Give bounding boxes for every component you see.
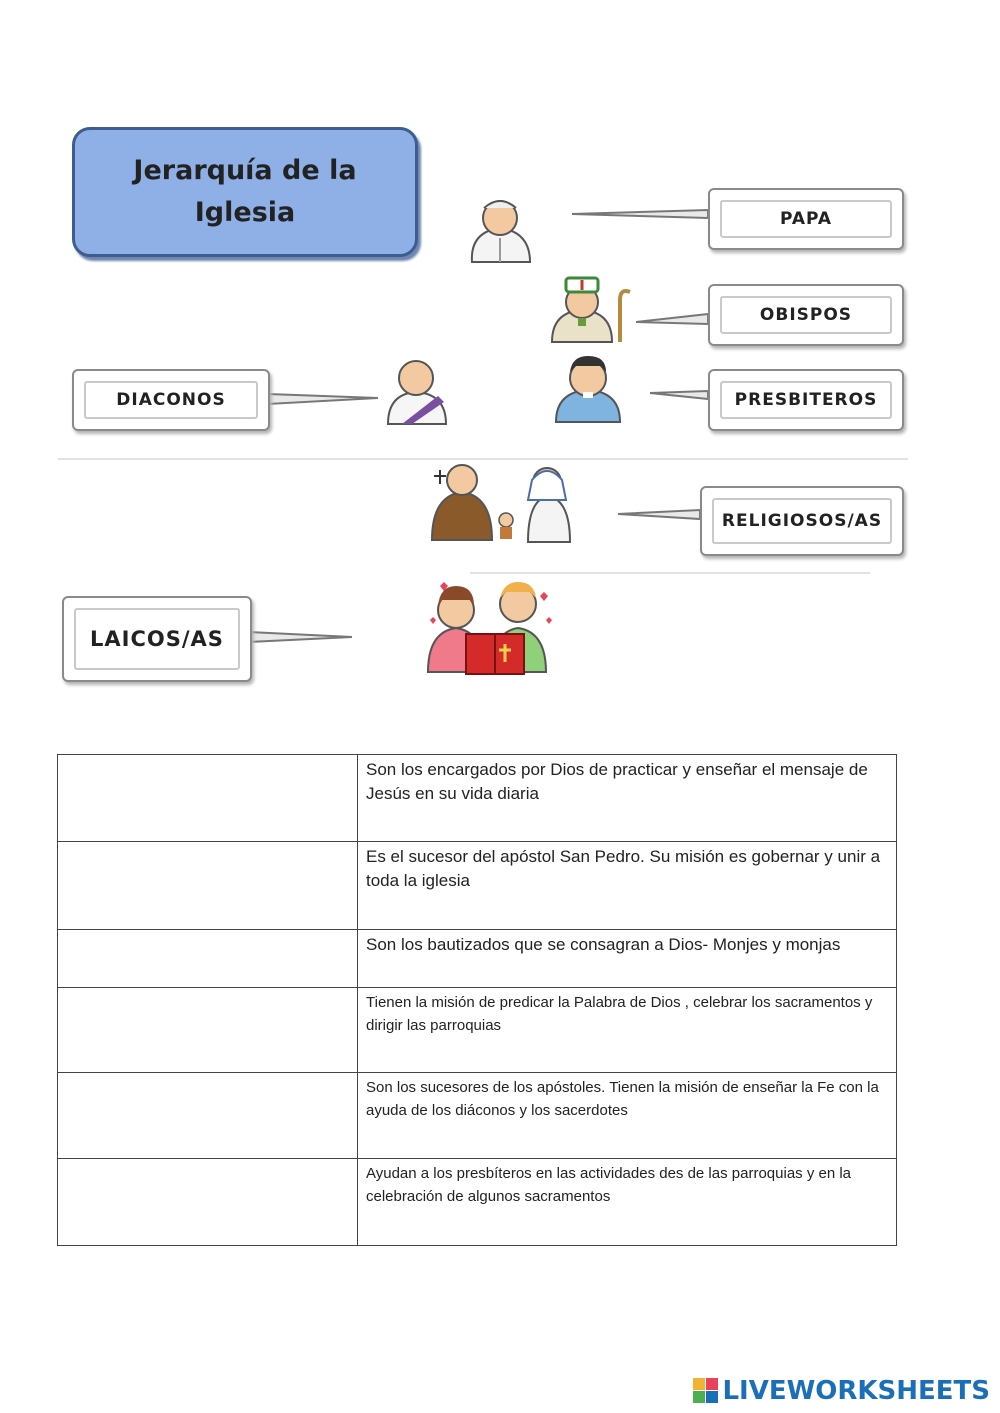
table-row: [58, 1073, 897, 1159]
answer-cell[interactable]: [58, 1159, 358, 1246]
brand-text: LIVEWORKSHEETS: [722, 1376, 990, 1406]
answer-cell[interactable]: [58, 755, 358, 842]
deacon-figure: [388, 361, 446, 424]
label-box-laicos: [62, 596, 252, 682]
answer-cell[interactable]: [58, 988, 358, 1073]
label-religiosos: RELIGIOSOS/AS: [712, 498, 892, 544]
definition-cell: Son los sucesores de los apóstoles. Tienen la misión de enseñar la Fe con la ayuda de los diáconos y los sacerdotes: [358, 1073, 897, 1159]
label-diaconos: DIACONOS: [84, 381, 258, 419]
definition-cell: Son los encargados por Dios de practicar y enseñar el mensaje de Jesús en su vida diaria: [358, 755, 897, 842]
table-row: [58, 988, 897, 1073]
answer-cell[interactable]: [58, 842, 358, 930]
label-box-religiosos: [700, 486, 904, 556]
religious-figures: [432, 465, 570, 542]
label-box-diaconos: [72, 369, 270, 431]
answer-cell[interactable]: [58, 1073, 358, 1159]
label-presbiteros: PRESBITEROS: [720, 381, 892, 419]
definition-cell: Tienen la misión de predicar la Palabra de Dios , celebrar los sacramentos y dirigir las parroquias: [358, 988, 897, 1073]
table-row: [58, 755, 897, 842]
bishop-figure: [552, 278, 630, 342]
table-row: [58, 842, 897, 930]
table-row: [58, 930, 897, 988]
label-laicos: LAICOS/AS: [74, 608, 240, 670]
matching-table: [57, 754, 897, 1246]
definition-cell: Son los bautizados que se consagran a Dios- Monjes y monjas: [358, 930, 897, 988]
diagram-title: Jerarquía de la Iglesia: [133, 155, 357, 228]
laity-figures: [428, 582, 552, 674]
definition-cell: Es el sucesor del apóstol San Pedro. Su misión es gobernar y unir a toda la iglesia: [358, 842, 897, 930]
label-box-papa: [708, 188, 904, 250]
table-row: [58, 1159, 897, 1246]
liveworksheets-logo: [693, 1376, 990, 1406]
label-box-obispos: [708, 284, 904, 346]
label-box-presbiteros: [708, 369, 904, 431]
label-papa: PAPA: [720, 200, 892, 238]
pope-figure: [472, 201, 530, 262]
definition-cell: Ayudan a los presbíteros en las actividades des de las parroquias y en la celebración de algunos sacramentos: [358, 1159, 897, 1246]
liveworksheets-icon: [693, 1378, 719, 1404]
answer-cell[interactable]: [58, 930, 358, 988]
label-obispos: OBISPOS: [720, 296, 892, 334]
priest-figure: [556, 356, 620, 422]
